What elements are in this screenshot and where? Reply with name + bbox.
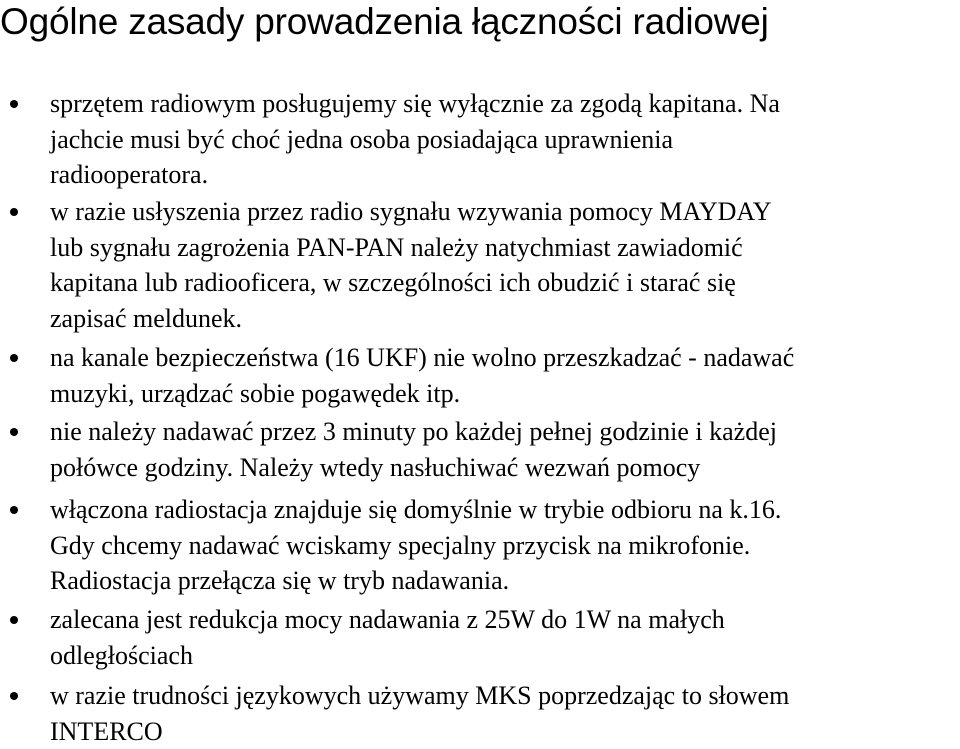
bullet-text: w razie usłyszenia przez radio sygnału wzywania pomocy MAYDAY lub sygnału zagrożenia PAN-PAN należy natychmiast zawiadomić kapitana lub radiooficera, w szczególności ich obudzić i starać się zapisać meldunek.: [50, 197, 772, 333]
bullet-text: sprzętem radiowym posługujemy się wyłącznie za zgodą kapitana. Na jachcie musi być choć jedna osoba posiadająca uprawnienia radiooperatora.: [50, 89, 780, 189]
bullet-text: zalecana jest redukcja mocy nadawania z 25W do 1W na małych odległościach: [50, 605, 725, 670]
bullet-dot-icon: [10, 354, 18, 362]
bullet-dot-icon: [10, 208, 18, 216]
bullet-dot-icon: [10, 692, 18, 700]
bullet-text: włączona radiostacja znajduje się domyślnie w trybie odbioru na k.16. Gdy chcemy nadawać wciskamy specjalny przycisk na mikrofonie. Radiostacja przełącza się w tryb nadawania.: [50, 495, 782, 595]
bullet-text: na kanale bezpieczeństwa (16 UKF) nie wolno przeszkadzać - nadawać muzyki, urządzać sobie pogawędek itp.: [50, 343, 795, 408]
bullet-dot-icon: [10, 100, 18, 108]
bullet-dot-icon: [10, 616, 18, 624]
bullet-text: nie należy nadawać przez 3 minuty po każdej pełnej godzinie i każdej połówce godziny. Należy wtedy nasłuchiwać wezwań pomocy: [50, 417, 777, 482]
bullet-dot-icon: [10, 506, 18, 514]
slide-title: Ogólne zasady prowadzenia łączności radiowej: [0, 1, 769, 42]
bullet-dot-icon: [10, 428, 18, 436]
bullet-text: w razie trudności językowych używamy MKS poprzedzając to słowem INTERCO: [50, 681, 790, 746]
